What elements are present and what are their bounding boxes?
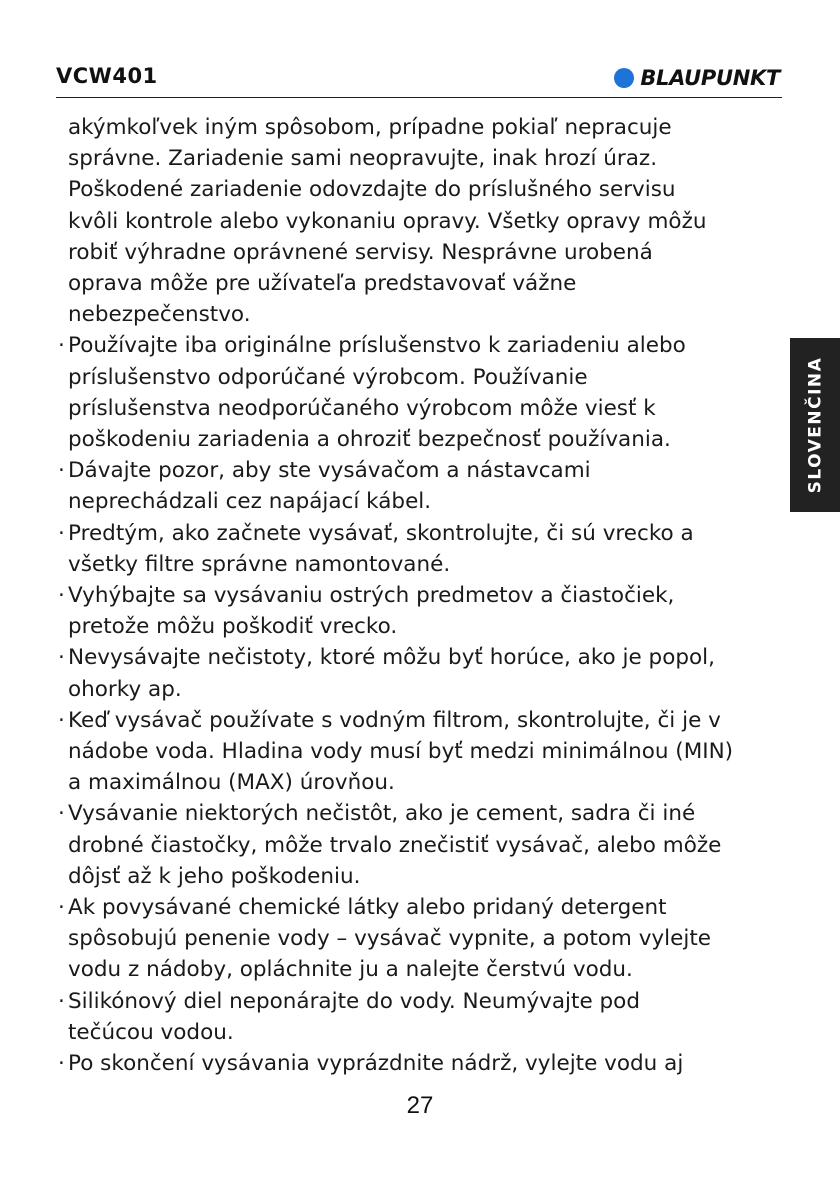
bullet-icon: · (58, 988, 65, 1014)
body-text (58, 112, 788, 1079)
brand-dot-icon (614, 68, 634, 88)
paragraph-text: Vyhýbajte sa vysávaniu ostrých predmetov a čiastočiek, pretože môžu poškodiť vrecko. (68, 583, 675, 640)
paragraph-text: Predtým, ako začnete vysávať, skontrolujte, či sú vrecko a všetky filtre správne namontované. (68, 520, 694, 577)
paragraph-text: Ak povysávané chemické látky alebo pridaný detergent spôsobujú penenie vody – vysávač vypnite, a potom vylejte vodu z nádoby, opláchnite ju a nalejte čerstvú vodu. (68, 895, 711, 983)
bullet-item (58, 580, 788, 642)
paragraph (68, 112, 788, 330)
paragraph-text: Keď vysávač používate s vodným filtrom, skontrolujte, či je v nádobe voda. Hladina vody musí byť medzi minimálnou (MIN) a maximálnou (MAX) úrovňou. (68, 707, 734, 796)
brand-logo (614, 66, 780, 90)
language-tab (790, 338, 840, 512)
paragraph-text: Dávajte pozor, aby ste vysávačom a nástavcami neprechádzali cez napájací kábel. (68, 458, 591, 515)
paragraph-text: Po skončení vysávania vyprázdnite nádrž, vylejte vodu aj (68, 1051, 684, 1077)
bullet-icon: · (58, 707, 65, 733)
bullet-item (58, 518, 788, 580)
bullet-icon: · (58, 520, 65, 546)
bullet-icon: · (58, 801, 65, 827)
bullet-icon: · (58, 583, 65, 609)
bullet-icon: · (58, 895, 65, 921)
bullet-item (58, 1048, 788, 1079)
bullet-icon: · (58, 458, 65, 484)
header-rule (56, 97, 782, 98)
page-number: 27 (406, 1092, 434, 1119)
bullet-item (58, 642, 788, 704)
bullet-item (58, 798, 788, 892)
bullet-item (58, 455, 788, 517)
bullet-item (58, 705, 788, 799)
paragraph-text: Používajte iba originálne príslušenstvo k zariadeniu alebo príslušenstvo odporúčané výrobcom. Používanie príslušenstva neodporúčaného výrobcom môže viesť k poškodeniu zariadenia a ohroziť bezpečnosť používania. (68, 333, 686, 453)
bullet-item (58, 892, 788, 986)
paragraph-text: Silikónový diel neponárajte do vody. Neumývajte pod tečúcou vodou. (68, 988, 640, 1045)
bullet-item (58, 986, 788, 1048)
language-tab-label: SLOVENČINA (805, 356, 825, 494)
bullet-icon: · (58, 645, 65, 671)
paragraph-text: Nevysávajte nečistoty, ktoré môžu byť horúce, ako je popol, ohorky ap. (68, 645, 715, 702)
bullet-item (58, 330, 788, 455)
brand-name: BLAUPUNKT (640, 66, 780, 90)
paragraph-text: Vysávanie niektorých nečistôt, ako je cement, sadra či iné drobné čiastočky, môže trvalo znečistiť vysávač, alebo môže dôjsť až k jeho poškodeniu. (68, 801, 722, 889)
bullet-icon: · (58, 1051, 65, 1077)
paragraph-text: akýmkoľvek iným spôsobom, prípadne pokiaľ nepracuje správne. Zariadenie sami neopravujte, inak hrozí úraz. Poškodené zariadenie odovzdajte do príslušného servisu kvôli kontrole alebo vykonaniu opravy. Všetky opravy môžu robiť výhradne oprávnené servisy. Nesprávne urobená oprava môže pre užívateľa predstavovať vážne nebezpečenstvo. (68, 115, 707, 328)
header-model: VCW401 (56, 64, 158, 88)
bullet-icon: · (58, 333, 65, 359)
